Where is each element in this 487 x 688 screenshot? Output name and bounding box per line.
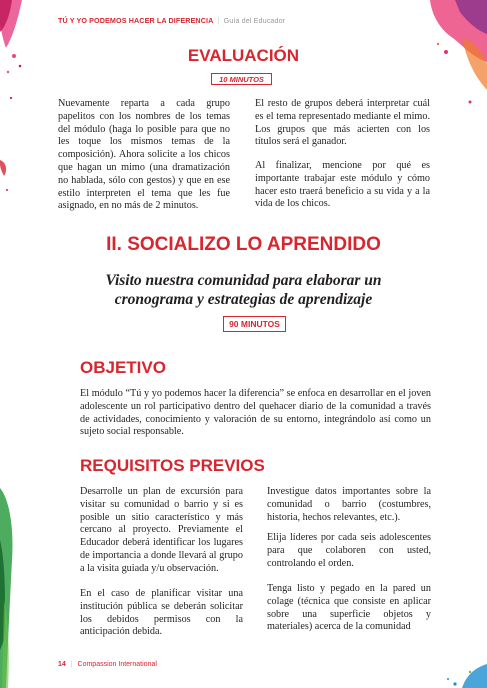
running-header — [58, 16, 285, 25]
requisitos-left-paragraph-1: Desarrolle un plan de excursión para visitar su comunidad o barrio y si es posible un sitio característico y más cercano al proyecto. Previamente el Educador deberá identificar los lugares de importancia a donde llevará al grupo a la visita guiada y/u observación. — [80, 486, 243, 574]
page-footer — [58, 661, 157, 668]
socializo-subtitle-line-2: cronograma y estrategias de aprendizaje — [114, 291, 373, 308]
evaluacion-heading: EVALUACIÓN — [187, 46, 300, 65]
requisitos-right-paragraph-3: Tenga listo y pegado en la pared un colage (técnica que consiste en aplicar sobre una superficie objetos y materiales) acerca de la comunidad — [267, 583, 431, 633]
evaluacion-duration-badge: 10 MINUTOS — [211, 73, 272, 85]
objetivo-paragraph: El módulo “Tú y yo podemos hacer la diferencia” se enfoca en desarrollar en el joven adolescente un rol participativo dentro del quehacer diario de la comunidad a través de actividades, conocimiento y valoración de su entorno, integrándolo así como un sujeto social responsable. — [80, 388, 431, 438]
evaluacion-left-paragraph: Nuevamente reparta a cada grupo papelitos con los nombres de los temas del módulo (haga lo posible para que no les toque los mismos temas de la composición). Ahora solicite a los chicos que hagan un mimo (una dramatización no hablada, sólo con gestos) y que en ese estilo interpreten el tema que les fue asignado, en no más de 2 minutos. — [58, 98, 230, 212]
socializo-heading: II. SOCIALIZO LO APRENDIDO — [106, 234, 381, 255]
header-guide: Guía del Educador — [223, 16, 286, 25]
requisitos-right-paragraph-2: Elija líderes por cada seis adolescentes para que colaboren con usted, controlando el orden. — [267, 532, 431, 569]
header-title: TÚ Y YO PODEMOS HACER LA DIFERENCIA — [58, 16, 214, 25]
objetivo-heading: OBJETIVO — [80, 358, 166, 377]
socializo-subtitle-line-1: Visito nuestra comunidad para elaborar un — [105, 272, 382, 289]
header-separator: | — [217, 16, 220, 25]
evaluacion-right-paragraph-1: El resto de grupos deberá interpretar cuál es el tema representado mediante el mimo. Los grupos que más acierten con los títulos será el ganador. — [255, 98, 430, 148]
requisitos-left-paragraph-2: En el caso de planificar visitar una institución pública se deberán solicitar los debidos permisos con la anticipación debida. — [80, 588, 243, 638]
footer-separator: | — [70, 661, 73, 668]
evaluacion-right-paragraph-2: Al finalizar, mencione por qué es importante trabajar este módulo y cómo hacer esto traerá beneficio a su vida y a la vida de los chicos. — [255, 160, 430, 210]
page-number: 14 — [58, 661, 66, 668]
requisitos-heading: REQUISITOS PREVIOS — [80, 456, 265, 475]
requisitos-right-paragraph-1: Investigue datos importantes sobre la comunidad o barrio (costumbres, historia, hechos relevantes, etc.). — [267, 486, 431, 523]
socializo-duration-badge: 90 MINUTOS — [223, 316, 286, 332]
footer-organization: Compassion International — [77, 661, 157, 668]
